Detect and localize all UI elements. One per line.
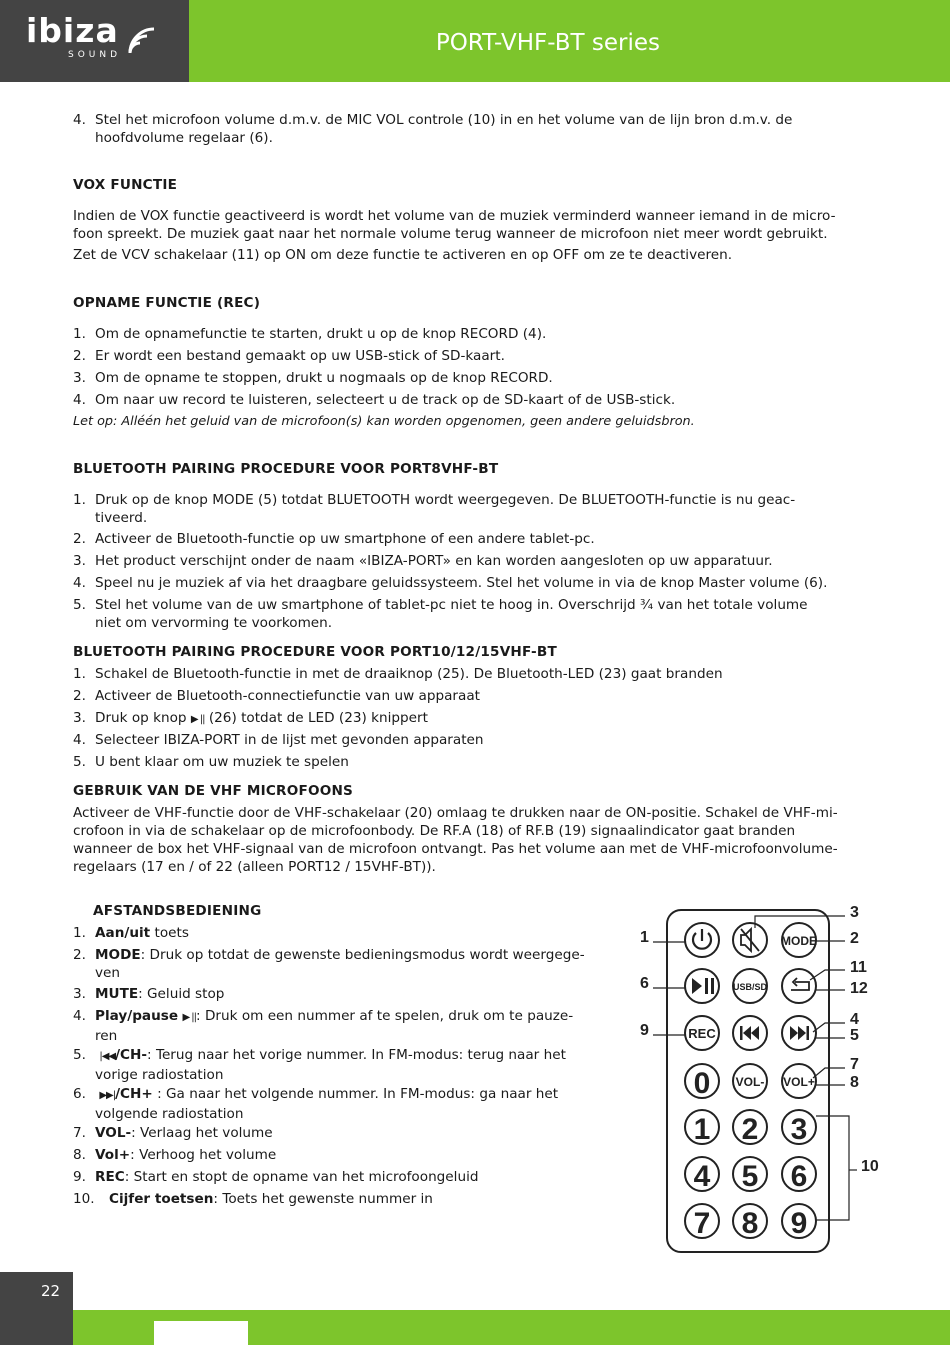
svg-text:4: 4 [850,1011,859,1028]
rec-heading: OPNAME FUNCTIE (REC) [73,295,261,311]
brand-logo-subtitle: SOUND [68,50,122,60]
play-pause-icon: ▶ || [190,714,205,725]
brand-logo-box [0,0,189,82]
list-item: 5. |◀◀/CH-: Terug naar het vorige nummer. In FM-modus: terug naar het vorige radiostation [73,1047,566,1083]
list-item: 2. Er wordt een bestand gemaakt op uw USB-stick of SD-kaart. [73,348,505,364]
svg-text:6: 6 [790,1160,808,1193]
list-item: 4. Stel het microfoon volume d.m.v. de MIC VOL controle (10) in en het volume van de lijn bron d.m.v. de hoofdvolume regelaar (6). [73,112,793,146]
sound-waves-icon [128,27,164,59]
svg-text:4: 4 [693,1160,711,1193]
svg-text:5: 5 [850,1027,859,1044]
page-number: 22 [41,1282,61,1300]
list-item: 3. Om de opname te stoppen, drukt u nogmaals op de knop RECORD. [73,370,553,386]
svg-text:8: 8 [850,1074,859,1091]
svg-text:12: 12 [850,980,868,997]
list-item: 4. Speel nu je muziek af via het draagbare geluidssysteem. Stel het volume in via de knop Master volume (6). [73,575,828,591]
svg-text:7: 7 [850,1056,859,1073]
svg-text:9: 9 [640,1022,649,1039]
list-item: 1. Om de opnamefunctie te starten, drukt u op de knop RECORD (4). [73,326,547,342]
footer-tab [154,1321,248,1345]
list-item: 5. Stel het volume van de uw smartphone of tablet-pc niet te hoog in. Overschrijd ¾ van het totale volume niet om vervorming te voorkomen. [73,597,808,631]
vhf-heading: GEBRUIK VAN DE VHF MICROFOONS [73,783,354,799]
list-item: 3. Het product verschijnt onder de naam «IBIZA-PORT» en kan worden aangesloten op uw apparatuur. [73,553,773,569]
rec-list [73,325,883,431]
return-button [782,969,816,1003]
list-item: 10. Cijfer toetsen: Toets het gewenste nummer in [73,1191,433,1207]
list-item: 5. U bent klaar om uw muziek te spelen [73,754,349,770]
next-track-icon: ▶▶| [99,1090,116,1101]
vol-plus-label: VOL+ [783,1075,815,1089]
list-item: 3. MUTE: Geluid stop [73,986,225,1002]
svg-text:11: 11 [850,959,867,976]
document-title: PORT-VHF-BT series [435,30,660,56]
usb-sd-button-label: USB/SD [732,982,768,992]
remote-heading: AFSTANDSBEDIENING [93,903,262,919]
footer-bar [0,1310,950,1345]
svg-text:2: 2 [850,930,859,947]
list-item: 9. REC: Start en stopt de opname van het microfoongeluid [73,1169,479,1185]
svg-text:8: 8 [741,1207,759,1240]
rec-note: Let op: Alléén het geluid van de microfoon(s) kan worden opgenomen, geen andere geluidsbron. [73,414,695,429]
vox-heading: VOX FUNCTIE [73,177,178,193]
list-item: 1. Schakel de Bluetooth-functie in met de draaiknop (25). De Bluetooth-LED (23) gaat branden [73,666,723,682]
previous-track-icon [740,1026,743,1040]
list-item: 4. Selecteer IBIZA-PORT in de lijst met gevonden apparaten [73,732,484,748]
brand-logo: ibiza [26,11,119,50]
svg-text:2: 2 [741,1113,759,1146]
previous-track-icon: |◀◀ [99,1051,116,1062]
remote-list [73,924,618,1212]
list-item: 2. MODE: Druk op totdat de gewenste bedieningsmodus wordt weergege- ven [73,947,585,981]
list-item: 8. Vol+: Verhoog het volume [73,1147,277,1163]
remote-control-illustration [635,898,885,1263]
intro-list [73,111,883,147]
list-item: 3. Druk op knop ▶ || (26) totdat de LED (23) knippert [73,710,428,726]
list-item: 7. VOL-: Verlaag het volume [73,1125,273,1141]
rec-button-label: REC [688,1026,716,1041]
svg-text:1: 1 [640,929,649,946]
vhf-paragraph: Activeer de VHF-functie door de VHF-schakelaar (20) omlaag te drukken naar de ON-positie. Schakel de VHF-mi- crofoon in via de schakelaar op de microfoonbody. De RF.A (18) of RF.B (19) signaalindicator gaat branden wanneer de box het VHF-signaal van de microfoon ontvangt. Pas het volume aan met de VHF-microfoonvolume- regelaars (17 en / of 22 (alleen PORT12 / 15VHF-BT)). [73,805,838,875]
list-item: 4. Om naar uw record te luisteren, selecteert u de track op de SD-kaart of de USB-stick. [73,392,676,408]
svg-text:9: 9 [790,1207,808,1240]
svg-text:3: 3 [850,904,859,921]
play-pause-icon: ▶ || [182,1012,197,1023]
svg-text:0: 0 [693,1067,711,1100]
svg-text:10: 10 [861,1158,879,1175]
list-item: 2. Activeer de Bluetooth-connectiefunctie van uw apparaat [73,688,481,704]
svg-text:5: 5 [741,1160,759,1193]
list-item: 2. Activeer de Bluetooth-functie op uw smartphone of een andere tablet-pc. [73,531,595,547]
list-item: 6. ▶▶|/CH+ : Ga naar het volgende nummer. In FM-modus: ga naar het volgende radiostation [73,1086,559,1122]
bt10-list [73,665,883,775]
vol-minus-label: VOL- [735,1075,765,1089]
svg-text:7: 7 [693,1207,711,1240]
remote-control-diagram [635,898,885,1263]
list-item: 4. Play/pause ▶ ||: Druk om een nummer af te spelen, druk om te pauze- ren [73,1008,574,1044]
bt8-list [73,491,883,632]
list-item: 1. Aan/uit toets [73,925,189,941]
header-bar [189,0,950,82]
bt8-heading: BLUETOOTH PAIRING PROCEDURE VOOR PORT8VHF-BT [73,461,499,477]
svg-text:1: 1 [693,1113,711,1146]
bt10-heading: BLUETOOTH PAIRING PROCEDURE VOOR PORT10/12/15VHF-BT [73,644,557,660]
mode-button-label: MODE [781,934,817,948]
svg-text:3: 3 [790,1113,808,1146]
list-item: 1. Druk op de knop MODE (5) totdat BLUETOOTH wordt weergegeven. De BLUETOOTH-functie is nu geac- tiveerd. [73,492,796,526]
vox-paragraph: Indien de VOX functie geactiveerd is wordt het volume van de muziek verminderd wanneer iemand in de micro- foon spreekt. De muziek gaat naar het normale volume terug wanneer de microfoon niet meer wordt gebruikt. Zet de VCV schakelaar (11) op ON om deze functie te activeren en op OFF om ze te deactiveren. [73,208,836,263]
svg-text:6: 6 [640,975,649,992]
